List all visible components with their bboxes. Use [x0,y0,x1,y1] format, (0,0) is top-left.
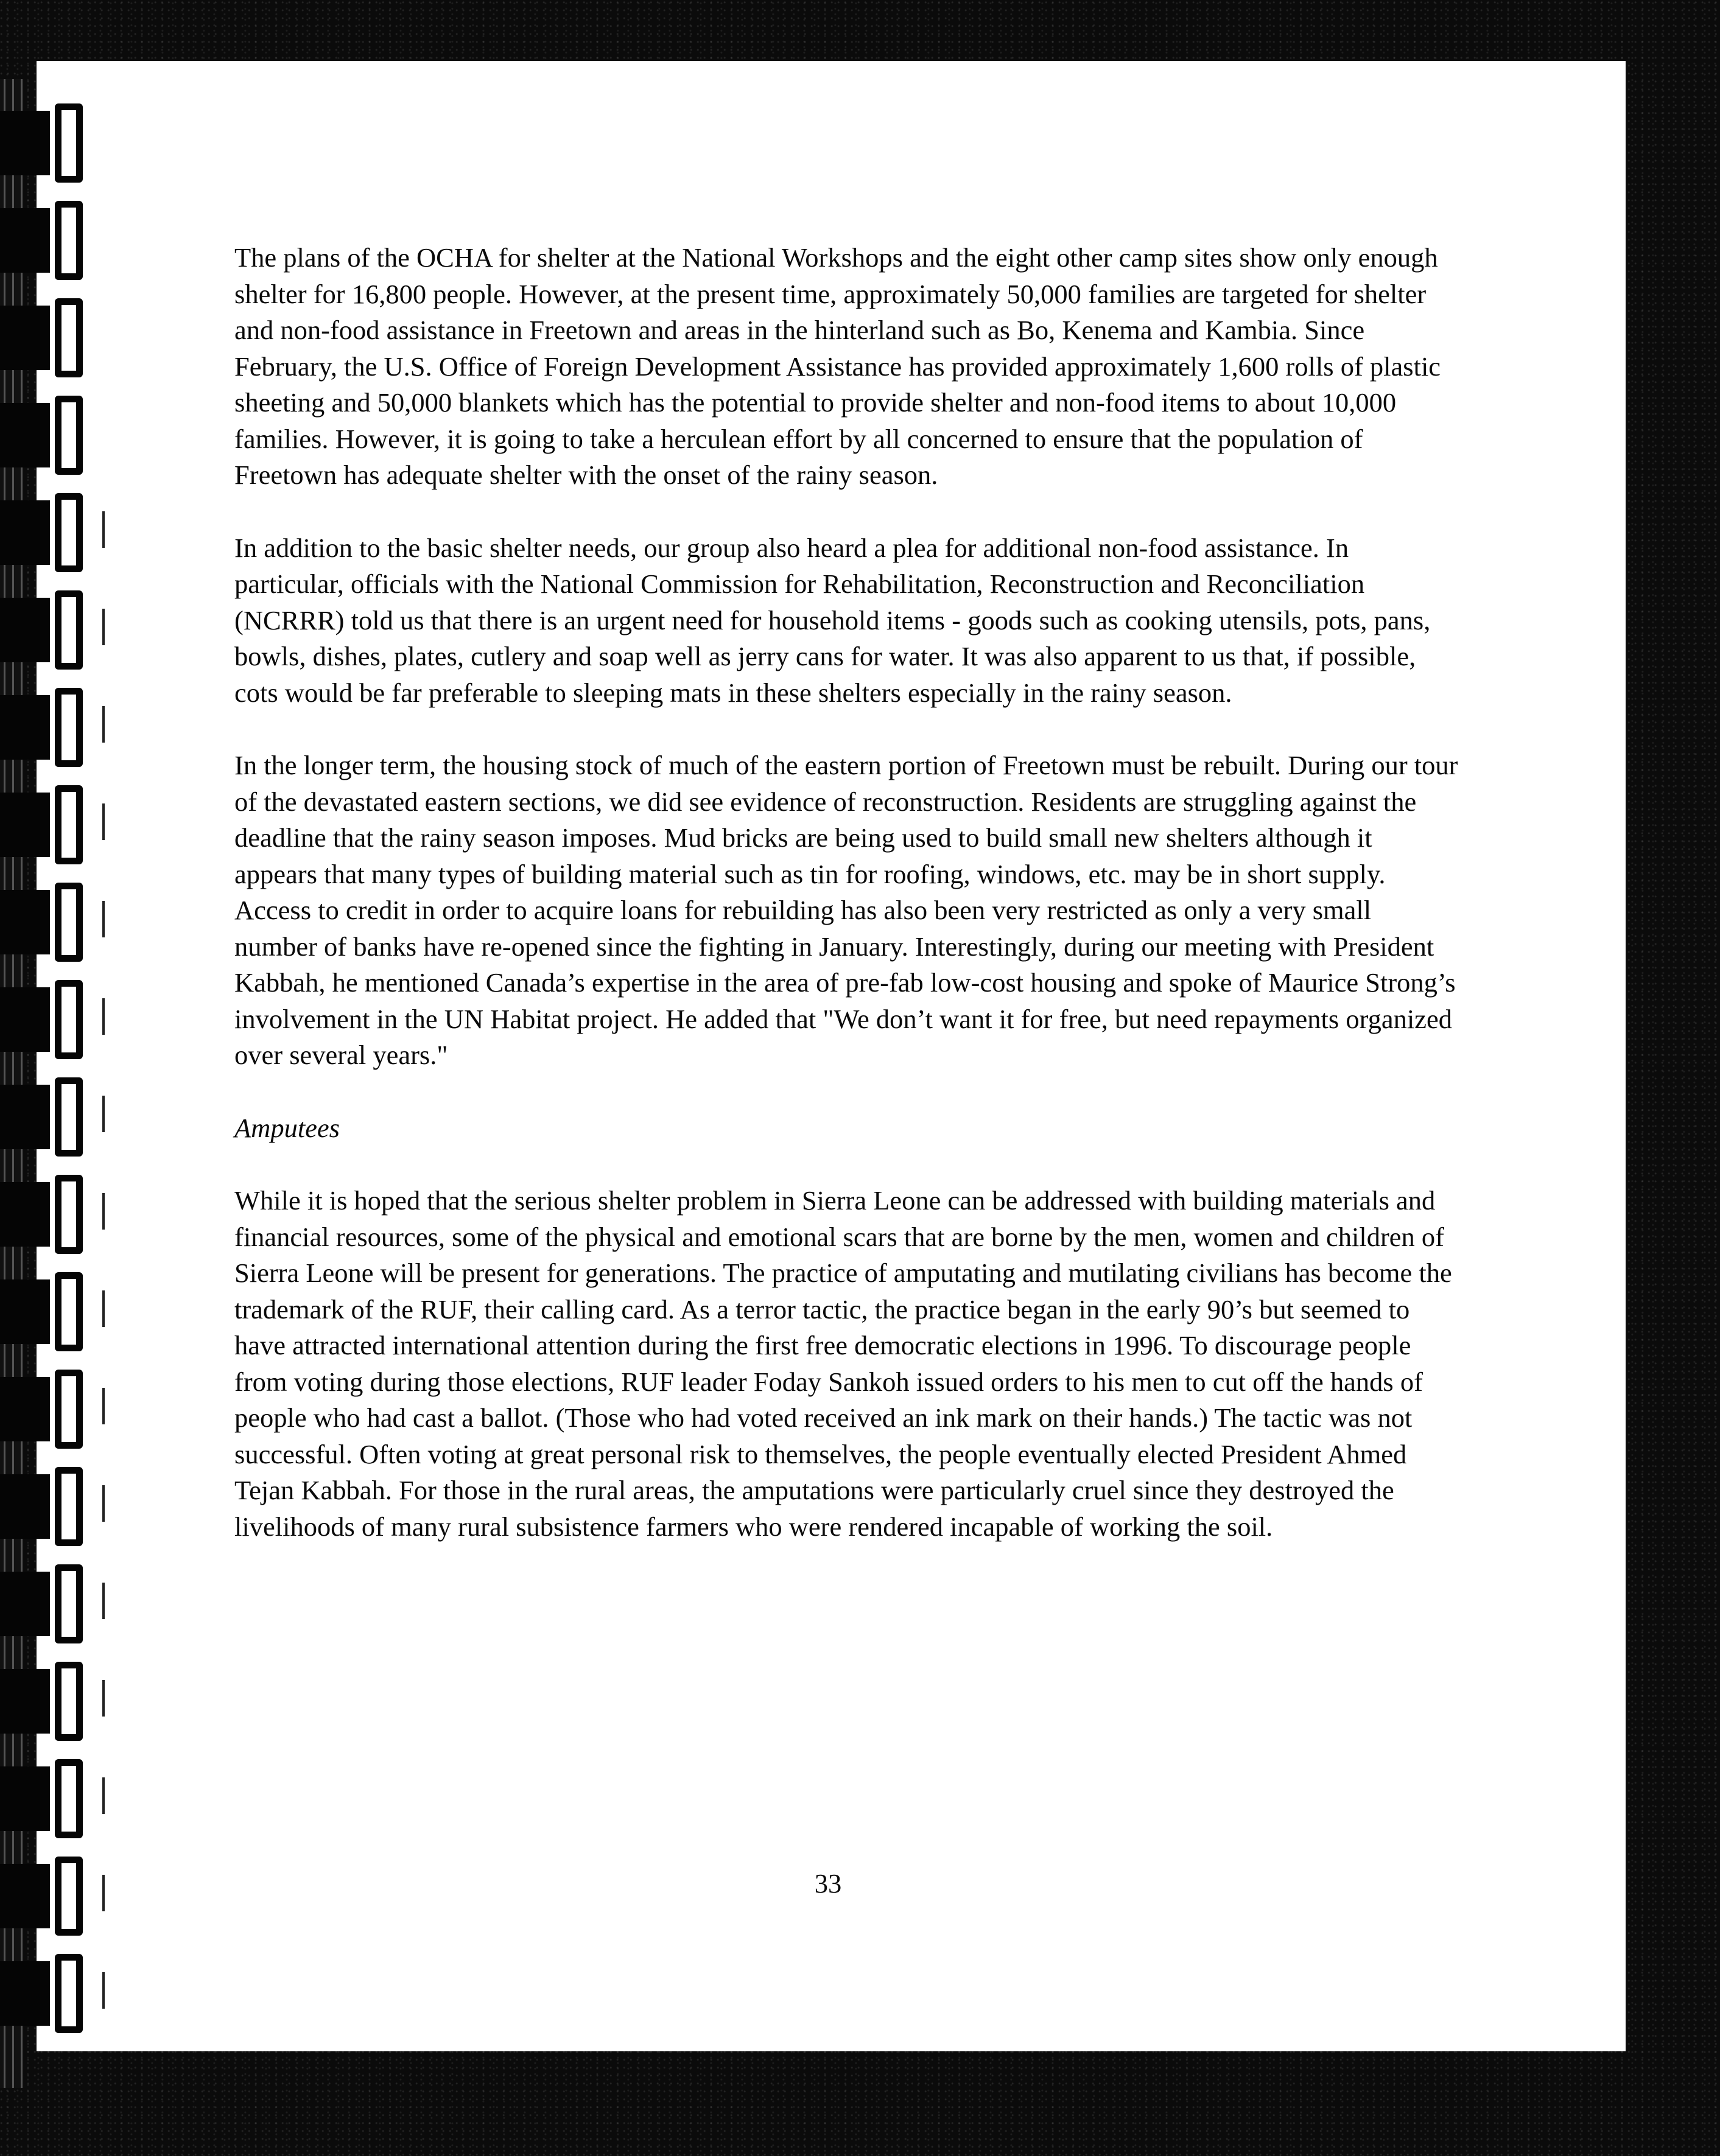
binding-ring [0,298,116,377]
binding-ring [0,1272,116,1351]
binding-ring [0,1077,116,1157]
binding-ring [0,590,116,670]
binding-ring [0,785,116,864]
binding-ring [0,1175,116,1254]
document-text [234,240,1458,1581]
binding-ring [0,493,116,572]
binding-ring [0,1759,116,1838]
binding-ring [0,1564,116,1643]
binding-ring [0,396,116,475]
binding-ring [0,1370,116,1449]
binding-ring [0,1662,116,1741]
binding-ring [0,103,116,183]
binding-ring [0,883,116,962]
binding-ring [0,980,116,1059]
page-number: 33 [814,1868,842,1899]
binding-ring [0,1857,116,1936]
binding-ring [0,688,116,767]
binding-ring [0,201,116,280]
paragraph-housing-reconstruction: In the longer term, the housing stock of much of the eastern portion of Freetown must be rebuilt. During our tour of the devastated eastern sections, we did see evidence of reconstruction. Residents are struggling against the deadline that the rainy season imposes. Mud bricks are being used to build small new shelters although it appears that many types of building material such as tin for roofing, windows, etc. may be in short supply. Access to credit in order to acquire loans for rebuilding has also been very restricted as only a very small number of banks have re-opened since the fighting in January. Interestingly, during our meeting with President Kabbah, he mentioned Canada’s expertise in the area of pre-fab low-cost housing and spoke of Maurice Strong’s involvement in the UN Habitat project. He added that "We don’t want it for free, but need repayments organized over several years." [234,750,1458,1070]
paragraph-amputees: While it is hoped that the serious shelter problem in Sierra Leone can be addressed with building materials and financial resources, some of the physical and emotional scars that are borne by the men, women and children of Sierra Leone will be present for generations. The practice of amputating and mutilating civilians has become the trademark of the RUF, their calling card. As a terror tactic, the practice began in the early 90’s but seemed to have attracted international attention during the first free democratic elections in 1996. To discourage people from voting during those elections, RUF leader Foday Sankoh issued orders to his men to cut off the hands of people who had cast a ballot. (Those who had voted received an ink mark on their hands.) The tactic was not successful. Often voting at great personal risk to themselves, the people eventually elected President Ahmed Tejan Kabbah. For those in the rural areas, the amputations were particularly cruel since they destroyed the livelihoods of many rural subsistence farmers who were rendered incapable of working the soil. [234,1185,1452,1542]
paragraph-shelter-plans: The plans of the OCHA for shelter at the National Workshops and the eight other camp sites show only enough shelter for 16,800 people. However, at the present time, approximately 50,000 families are targeted for shelter and non-food assistance in Freetown and areas in the hinterland such as Bo, Kenema and Kambia. Since February, the U.S. Office of Foreign Development Assistance has provided approximately 1,600 rolls of plastic sheeting and 50,000 blankets which has the potential to provide shelter and non-food items to about 10,000 families. However, it is going to take a herculean effort by all concerned to ensure that the population of Freetown has adequate shelter with the onset of the rainy season. [234,242,1441,490]
spiral-binding [0,79,122,2088]
section-heading-amputees: Amputees [234,1112,340,1143]
paragraph-non-food-assistance: In addition to the basic shelter needs, our group also heard a plea for additional non-food assistance. In particular, officials with the National Commission for Rehabilitation, Reconstruction and Reconciliation (NCRRR) told us that there is an urgent need for household items - goods such as cooking utensils, pots, pans, bowls, dishes, plates, cutlery and soap well as jerry cans for water. It was also apparent to us that, if possible, cots would be far preferable to sleeping mats in these shelters especially in the rainy season. [234,532,1431,708]
binding-ring [0,1954,116,2033]
binding-ring [0,1467,116,1546]
